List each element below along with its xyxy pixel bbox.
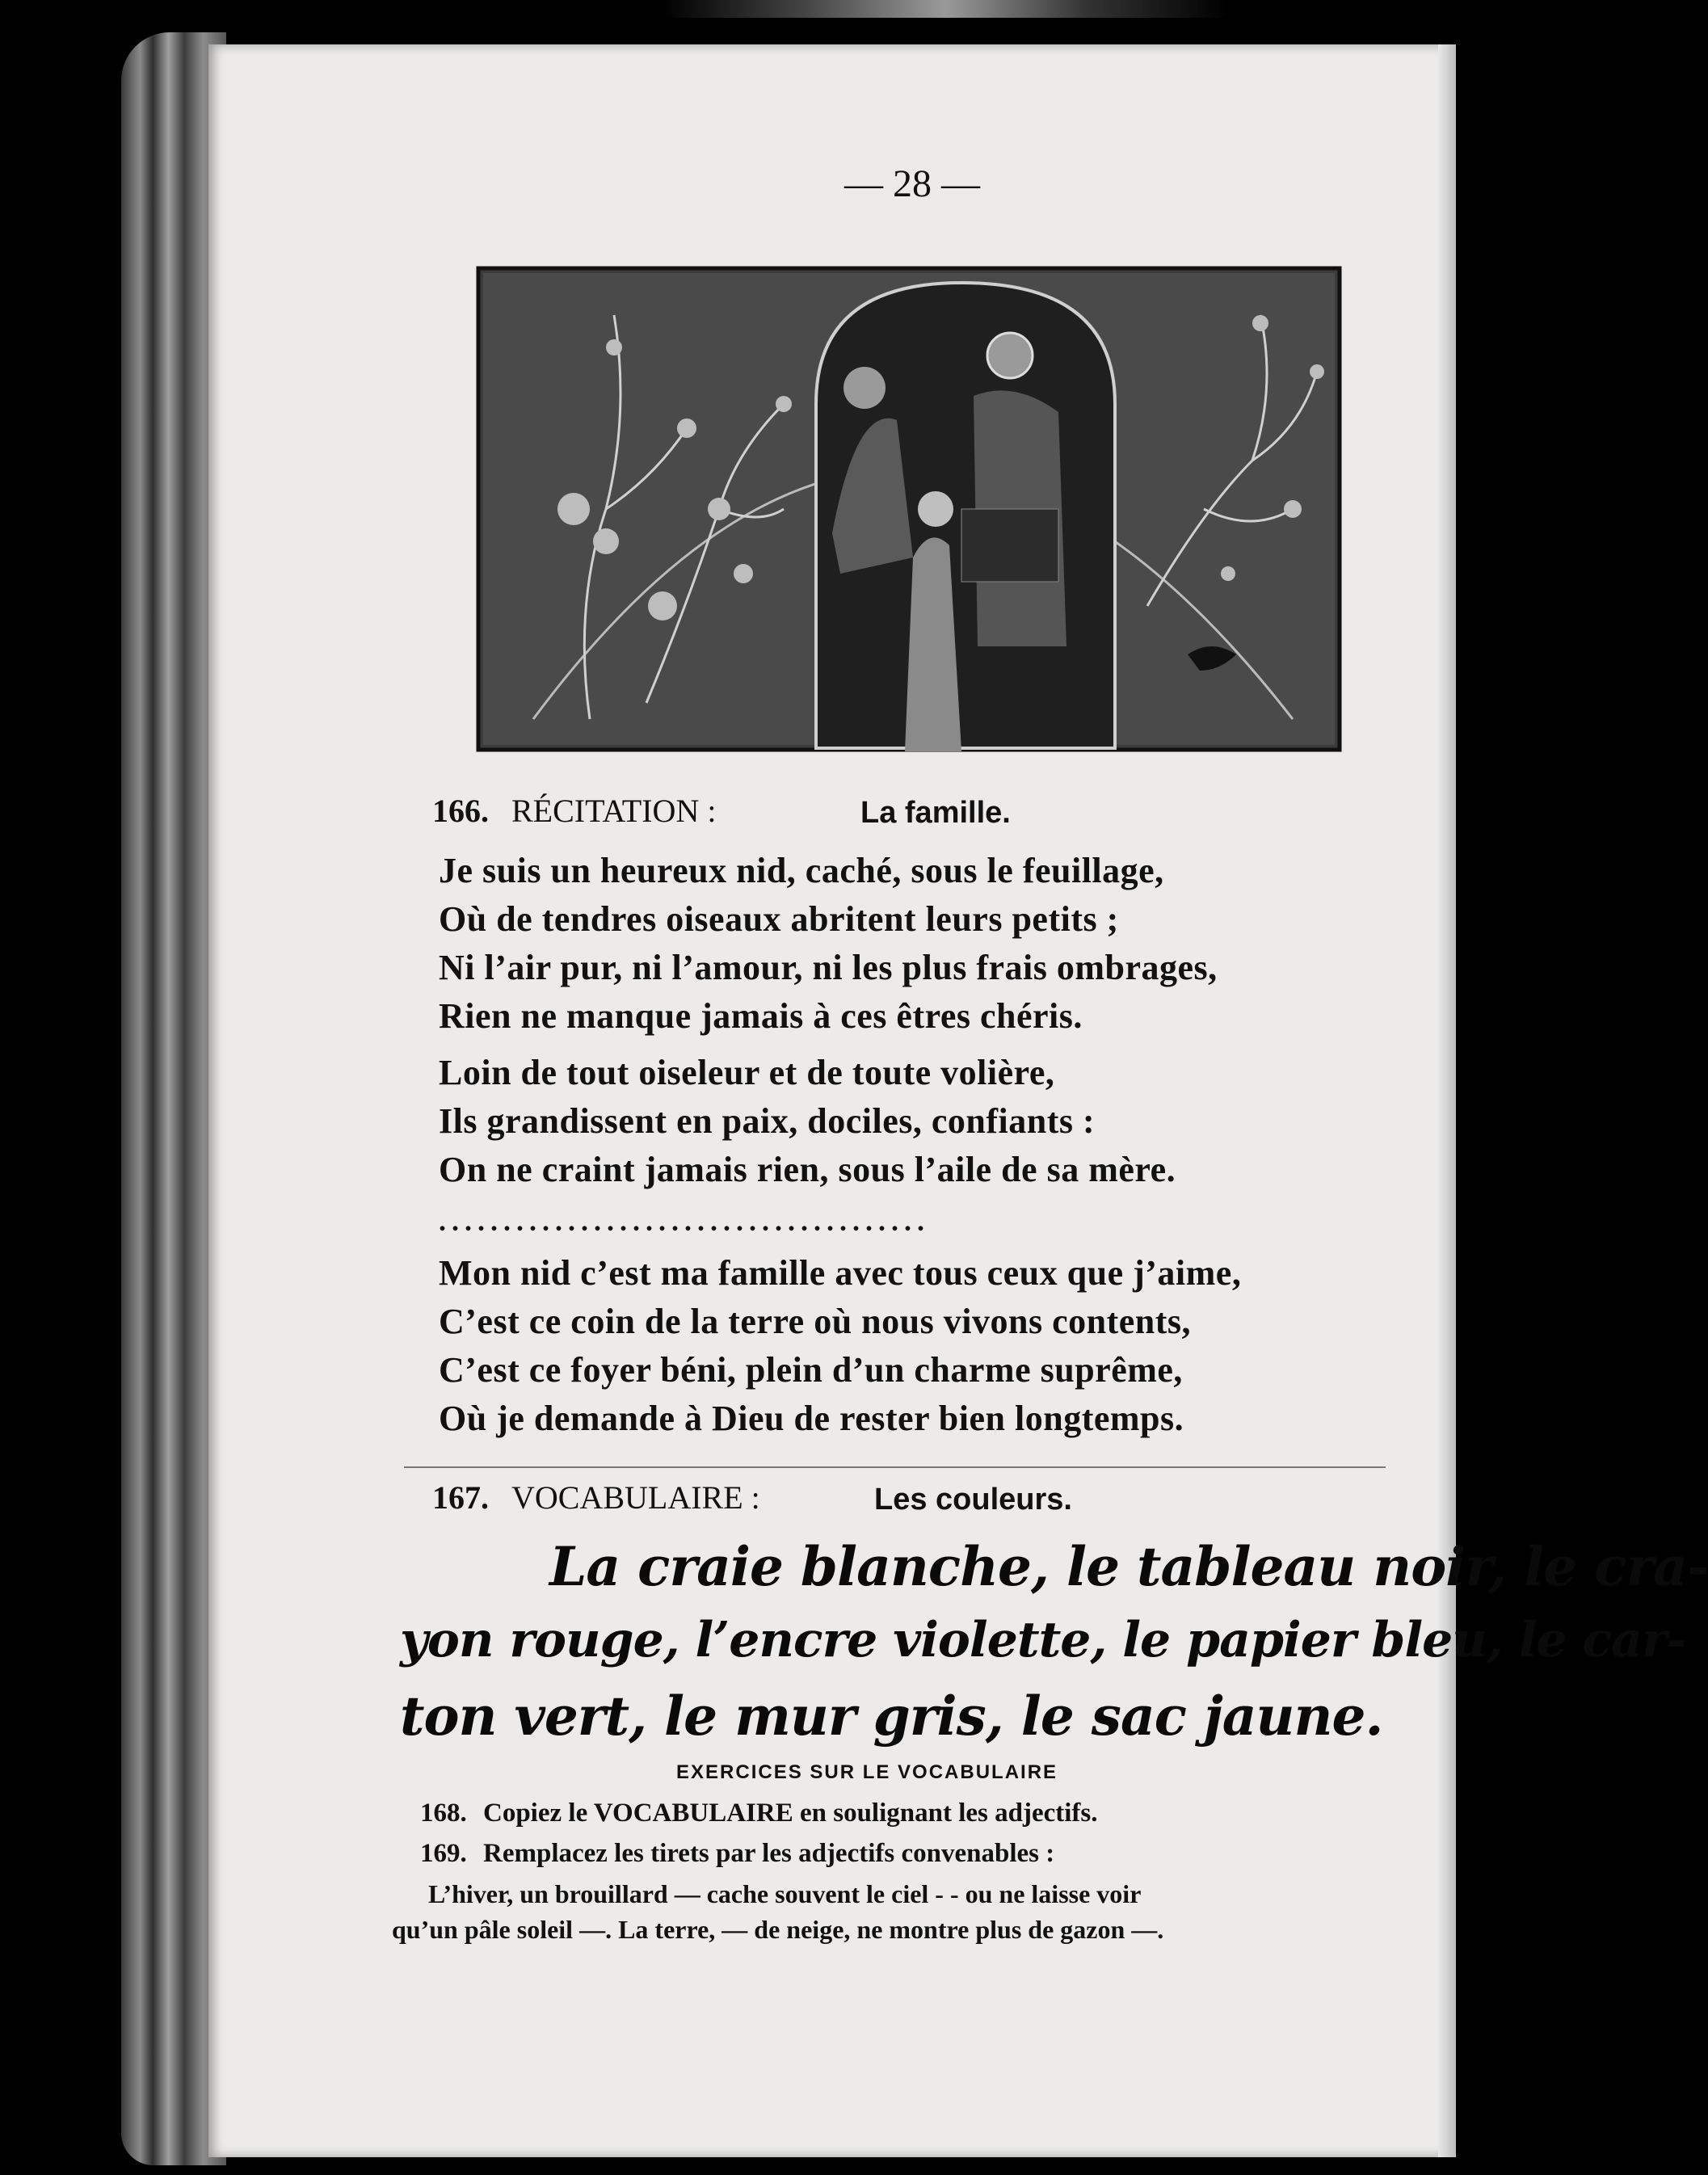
- poem-line: On ne craint jamais rien, sous l’aile de sa mère.: [439, 1150, 1176, 1189]
- exercise-169-text: Remplacez les tirets par les adjectifs convenables :: [483, 1839, 1055, 1868]
- exercise-169-line: qu’un pâle soleil —. La terre, — de neige, ne montre plus de gazon —.: [392, 1915, 1164, 1944]
- page-right-edge: [1438, 44, 1456, 2157]
- handwriting-line: ton vert, le mur gris, le sac jaune.: [400, 1685, 1383, 1748]
- poem-ellipsis: ......................................: [439, 1205, 930, 1237]
- holy-family-engraving-icon: [477, 267, 1341, 751]
- poem-line: C’est ce foyer béni, plein d’un charme suprême,: [439, 1350, 1183, 1390]
- exercise-168: [420, 1798, 1098, 1828]
- section-166-label: RÉCITATION :: [511, 793, 717, 829]
- poem-line: Où de tendres oiseaux abritent leurs petits ;: [439, 899, 1119, 939]
- section-divider: [404, 1466, 1386, 1468]
- section-166-title: La famille.: [860, 796, 1011, 830]
- exercises-heading: EXERCICES SUR LE VOCABULAIRE: [676, 1761, 1058, 1783]
- page-number: — 28 —: [844, 162, 980, 205]
- exercise-168-number: 168.: [420, 1798, 467, 1828]
- section-167-heading: [432, 1479, 760, 1517]
- exercise-169-number: 169.: [420, 1839, 467, 1868]
- section-167-title: Les couleurs.: [874, 1483, 1072, 1517]
- holy-family-illustration: [477, 267, 1341, 751]
- section-166-heading: [432, 792, 716, 830]
- poem-line: Où je demande à Dieu de rester bien longtemps.: [439, 1399, 1184, 1438]
- handwriting-line: yon rouge, l’encre violette, le papier bleu, le car-: [400, 1612, 1686, 1668]
- exercise-169-line: L’hiver, un brouillard — cache souvent le ciel - - ou ne laisse voir: [428, 1879, 1142, 1908]
- poem-line: C’est ce coin de la terre où nous vivons contents,: [439, 1302, 1191, 1341]
- poem-line: Loin de tout oiseleur et de toute volière,: [439, 1053, 1055, 1092]
- section-167-number: 167.: [432, 1479, 489, 1516]
- poem-line: Rien ne manque jamais à ces êtres chéris.: [439, 996, 1083, 1036]
- poem-line: Je suis un heureux nid, caché, sous le feuillage,: [439, 851, 1164, 890]
- poem-line: Mon nid c’est ma famille avec tous ceux que j’aime,: [439, 1253, 1242, 1293]
- handwriting-line: La craie blanche, le tableau noir, le cra-: [549, 1535, 1708, 1598]
- scan-top-edge: [663, 0, 1228, 18]
- poem-line: Ni l’air pur, ni l’amour, ni les plus frais ombrages,: [439, 948, 1218, 987]
- poem-line: Ils grandissent en paix, dociles, confiants :: [439, 1101, 1096, 1141]
- section-167-label: VOCABULAIRE :: [511, 1479, 760, 1516]
- exercise-168-text: Copiez le VOCABULAIRE en soulignant les adjectifs.: [483, 1798, 1098, 1828]
- section-166-number: 166.: [432, 793, 489, 829]
- exercise-169: [420, 1839, 1054, 1869]
